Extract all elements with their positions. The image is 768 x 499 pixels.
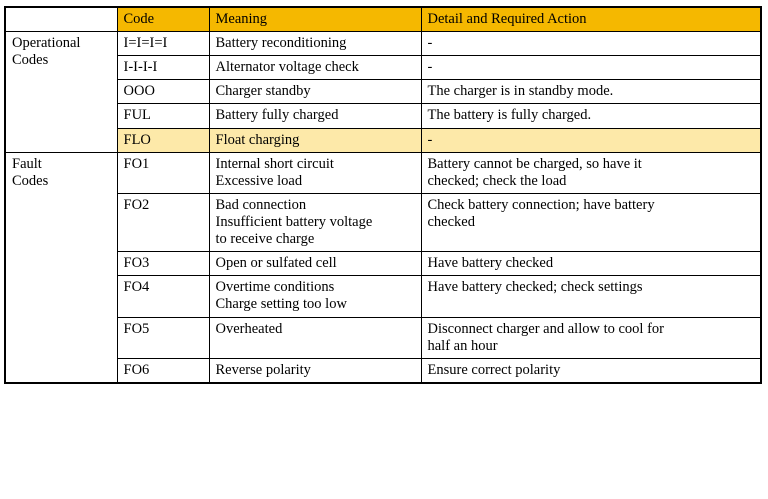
cell-detail (421, 152, 761, 193)
cell-meaning-line: Reverse polarity (215, 361, 311, 378)
cell-detail (421, 128, 761, 152)
cell-detail (421, 193, 761, 251)
cell-meaning (209, 358, 421, 383)
cell-detail-line: Have battery checked (427, 255, 554, 272)
cell-meaning-line: to receive charge (215, 231, 315, 248)
table-row (5, 152, 761, 193)
table-row (5, 358, 761, 383)
cell-meaning (209, 276, 421, 317)
column-header-code: Code (117, 7, 209, 32)
header-row (5, 7, 761, 32)
cell-meaning (209, 80, 421, 104)
cell-meaning (209, 56, 421, 80)
table-body (5, 32, 761, 383)
charger-code-table (4, 6, 762, 384)
table-row (5, 32, 761, 56)
cell-meaning-line: Insufficient battery voltage (215, 213, 373, 230)
column-header-meaning: Meaning (209, 7, 421, 32)
cell-code: FO5 (117, 317, 209, 358)
cell-detail-line: half an hour (427, 337, 498, 354)
cell-detail-line: - (427, 131, 433, 148)
table-row (5, 193, 761, 251)
cell-detail-line: Disconnect charger and allow to cool for (427, 320, 664, 337)
row-group-label (5, 32, 117, 153)
cell-meaning (209, 252, 421, 276)
cell-detail (421, 80, 761, 104)
table-row (5, 128, 761, 152)
cell-detail-line: Ensure correct polarity (427, 361, 561, 378)
table-row (5, 252, 761, 276)
cell-meaning-line: Open or sulfated cell (215, 255, 337, 272)
cell-meaning-line: Charge setting too low (215, 296, 347, 313)
cell-detail-line: Check battery connection; have battery (427, 196, 655, 213)
cell-meaning-line: Charger standby (215, 83, 311, 100)
table-header (5, 7, 761, 32)
cell-meaning (209, 152, 421, 193)
cell-code: FO4 (117, 276, 209, 317)
cell-meaning-line: Battery reconditioning (215, 35, 347, 52)
table-row (5, 80, 761, 104)
cell-meaning-line: Bad connection (215, 196, 307, 213)
cell-meaning-line: Alternator voltage check (215, 59, 359, 76)
cell-meaning (209, 193, 421, 251)
cell-detail (421, 56, 761, 80)
cell-code: FUL (117, 104, 209, 128)
cell-detail-line: The charger is in standby mode. (427, 83, 614, 100)
cell-detail-line: checked (427, 213, 475, 230)
table-row (5, 104, 761, 128)
cell-detail (421, 276, 761, 317)
cell-meaning-line: Float charging (215, 131, 300, 148)
cell-meaning (209, 104, 421, 128)
cell-detail (421, 358, 761, 383)
cell-detail-line: - (427, 59, 433, 76)
cell-detail (421, 32, 761, 56)
column-header-group (5, 7, 117, 32)
cell-detail (421, 317, 761, 358)
row-group-label-line: Codes (12, 172, 49, 189)
cell-meaning-line: Excessive load (215, 172, 303, 189)
row-group-label-line: Operational (12, 35, 81, 52)
cell-meaning-line: Overtime conditions (215, 279, 335, 296)
cell-meaning (209, 128, 421, 152)
cell-detail (421, 104, 761, 128)
cell-code: FO1 (117, 152, 209, 193)
cell-code: I=I=I=I (117, 32, 209, 56)
cell-meaning-line: Overheated (215, 320, 283, 337)
cell-detail-line: Battery cannot be charged, so have it (427, 155, 642, 172)
row-group-label-line: Fault (12, 155, 42, 172)
cell-detail-line: Have battery checked; check settings (427, 279, 643, 296)
table-row (5, 56, 761, 80)
table-row (5, 317, 761, 358)
cell-code: FLO (117, 128, 209, 152)
table-row (5, 276, 761, 317)
cell-code: FO6 (117, 358, 209, 383)
cell-detail-line: checked; check the load (427, 172, 567, 189)
cell-detail (421, 252, 761, 276)
row-group-label (5, 152, 117, 383)
cell-code: OOO (117, 80, 209, 104)
cell-detail-line: - (427, 35, 433, 52)
cell-meaning-line: Battery fully charged (215, 107, 339, 124)
cell-code: FO3 (117, 252, 209, 276)
row-group-label-line: Codes (12, 52, 49, 69)
cell-meaning (209, 32, 421, 56)
column-header-detail: Detail and Required Action (421, 7, 761, 32)
cell-meaning (209, 317, 421, 358)
cell-code: FO2 (117, 193, 209, 251)
cell-code: I-I-I-I (117, 56, 209, 80)
cell-meaning-line: Internal short circuit (215, 155, 334, 172)
cell-detail-line: The battery is fully charged. (427, 107, 592, 124)
